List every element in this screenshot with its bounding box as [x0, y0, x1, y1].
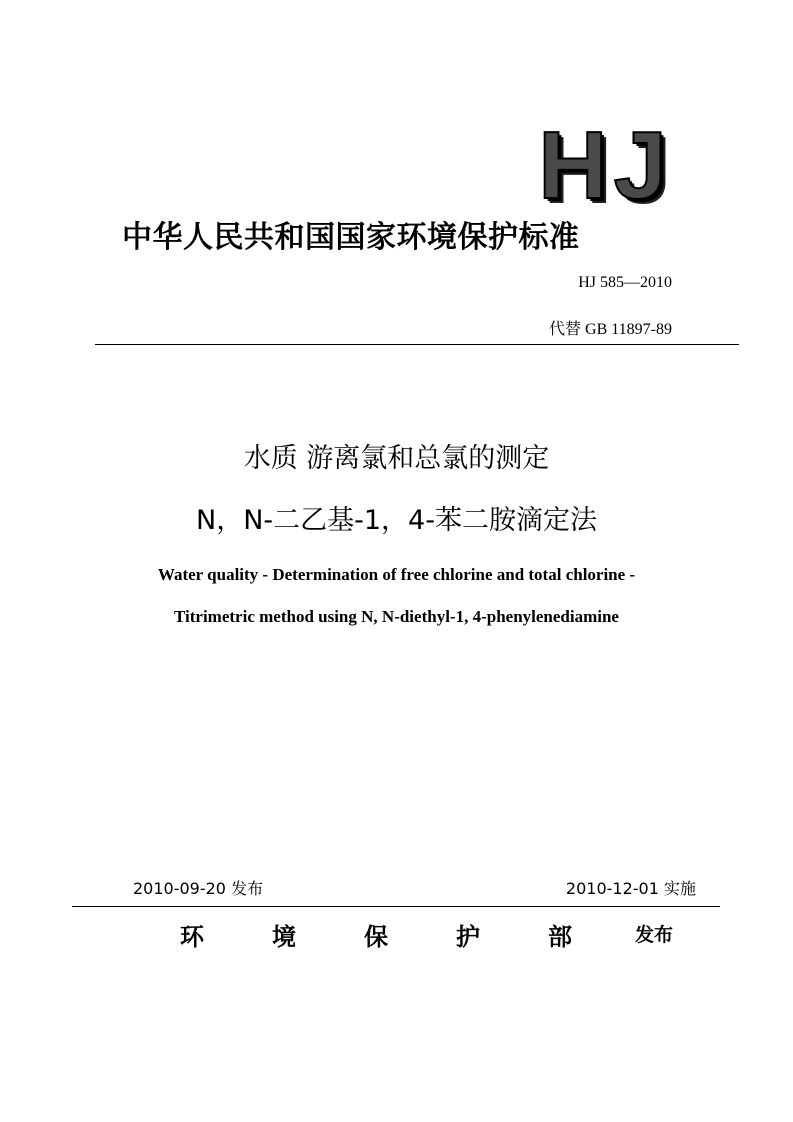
publish-date: 2010-09-20 发布 [133, 879, 264, 898]
implementation-date: 2010-12-01 实施 [565, 879, 696, 898]
issuer-char: 境 [272, 923, 296, 951]
issuer-char: 环 [180, 923, 204, 951]
issuer-name [180, 922, 640, 953]
top-divider [95, 344, 739, 345]
standard-code: HJ 585—2010 [578, 274, 672, 291]
title-en-line1: Water quality - Determination of free chlorine and total chlorine - [157, 565, 636, 584]
title-zh-line2: N，N-二乙基-1，4-苯二胺滴定法 [196, 505, 597, 536]
issue-label: 发布 [635, 924, 674, 946]
title-zh-line1: 水质 游离氯和总氯的测定 [243, 443, 550, 474]
organization-title: 中华人民共和国国家环境保护标准 [122, 220, 580, 255]
issuer-char: 保 [364, 923, 388, 951]
replaces-standard: 代替 GB 11897-89 [549, 321, 672, 338]
title-en-line2: Titrimetric method using N, N-diethyl-1, 4-phenylenediamine [174, 607, 619, 626]
bottom-divider [72, 906, 720, 907]
issuer-char: 护 [456, 923, 480, 951]
hj-logo: HJ [538, 112, 673, 219]
issuer-char: 部 [548, 923, 572, 951]
